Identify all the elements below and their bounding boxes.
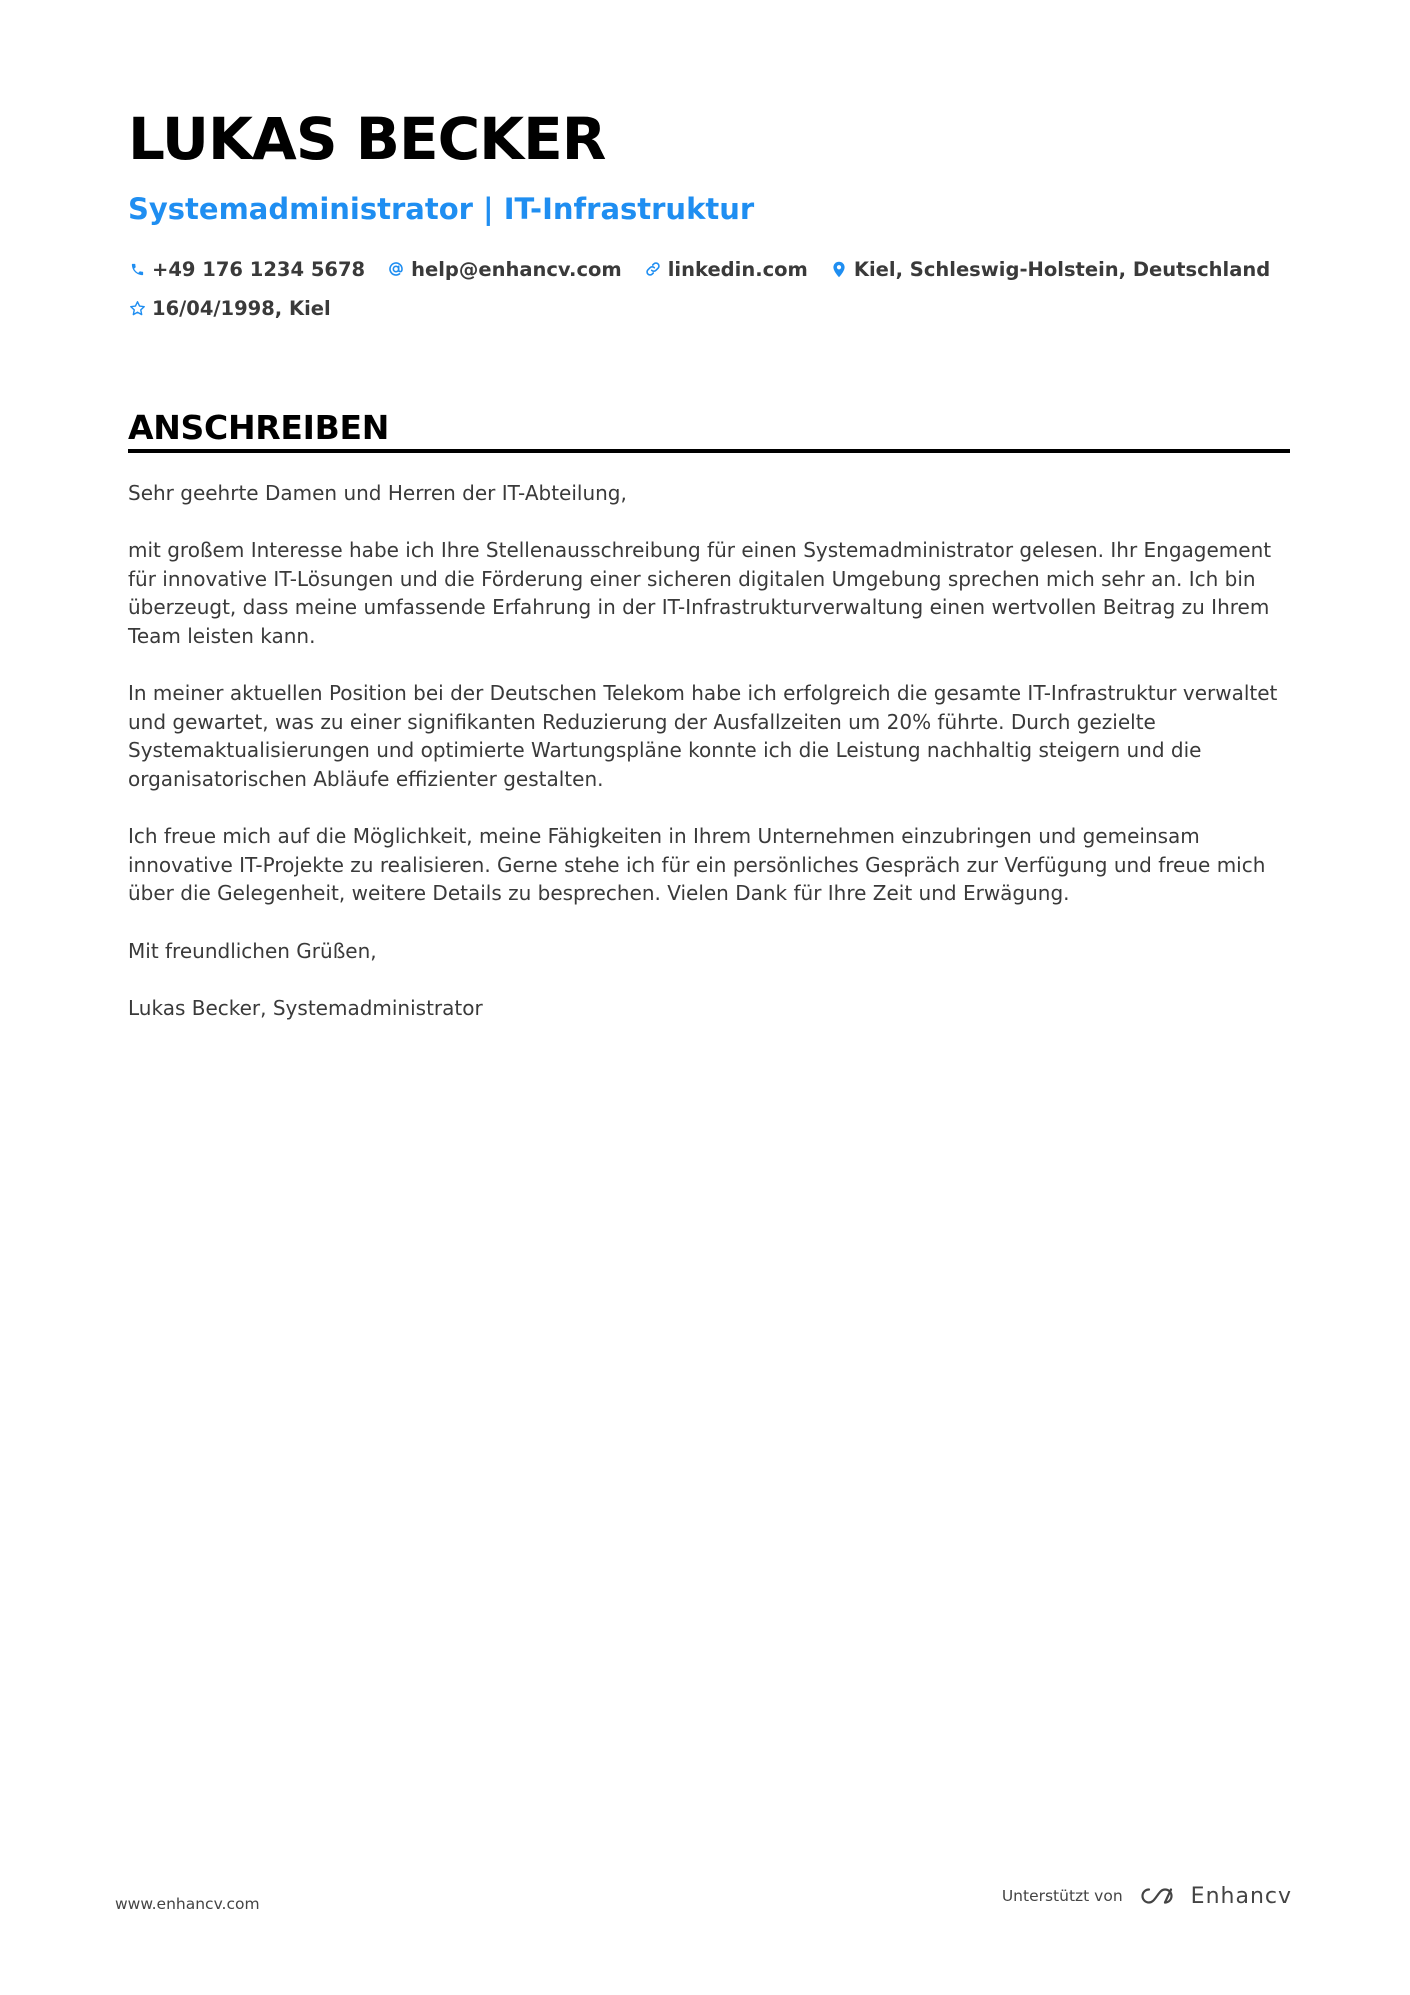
powered-by-label: Unterstützt von — [1001, 1887, 1123, 1905]
footer-website[interactable]: www.enhancv.com — [115, 1895, 260, 1913]
phone-value: +49 176 1234 5678 — [152, 257, 366, 281]
letter-closing: Mit freundlichen Grüßen, — [128, 938, 377, 963]
contact-location — [830, 258, 1270, 281]
contact-linkedin[interactable] — [644, 258, 808, 281]
birth-value: 16/04/1998, Kiel — [152, 296, 331, 320]
footer-branding — [1002, 1883, 1292, 1909]
contact-phone — [128, 258, 365, 281]
link-icon — [644, 260, 662, 278]
phone-icon — [128, 260, 146, 278]
candidate-role: Systemadministrator | IT-Infrastruktur — [128, 192, 755, 226]
letter-signature: Lukas Becker, Systemadministrator — [128, 995, 483, 1020]
cover-letter-body — [128, 479, 1298, 1051]
letter-paragraph-2: In meiner aktuellen Position bei der Deutschen Telekom habe ich erfolgreich die gesamte IT-Infrastruktur verwaltet und gewartet, was zu einer signifikanten Reduzierung der Ausfallzeiten um 20% führte. Durch gezielte Systemaktualisierungen und optimierte Wartungspläne konnte ich die Leistung nachhaltig steigern und die organisatorischen Abläufe effizienter gestalten. — [128, 681, 1278, 791]
contact-email[interactable] — [387, 258, 622, 281]
email-value: help@enhancv.com — [411, 257, 622, 281]
enhancv-logo-icon — [1135, 1883, 1181, 1909]
star-icon — [128, 299, 146, 317]
section-title: ANSCHREIBEN — [128, 408, 390, 447]
location-value: Kiel, Schleswig-Holstein, Deutschland — [853, 257, 1271, 281]
letter-paragraph-1: mit großem Interesse habe ich Ihre Stellenausschreibung für einen Systemadministrator gelesen. Ihr Engagement für innovative IT-Lösungen und die Förderung einer sicheren digitalen Umgebung sprechen mich sehr an. Ich bin überzeugt, dass meine umfassende Erfahrung in der IT-Infrastrukturverwaltung einen wertvollen Beitrag zu Ihrem Team leisten kann. — [128, 538, 1272, 648]
linkedin-value: linkedin.com — [667, 257, 808, 281]
candidate-name: LUKAS BECKER — [128, 105, 606, 173]
contact-info — [128, 254, 1290, 332]
brand-name: Enhancv — [1190, 1883, 1292, 1909]
contact-row-2 — [128, 293, 1290, 323]
letter-salutation: Sehr geehrte Damen und Herren der IT-Abteilung, — [128, 481, 627, 505]
map-pin-icon — [830, 260, 848, 278]
contact-birth — [128, 297, 331, 320]
letter-paragraph-3: Ich freue mich auf die Möglichkeit, meine Fähigkeiten in Ihrem Unternehmen einzubringen und gemeinsam innovative IT-Projekte zu realisieren. Gerne stehe ich für ein persönliches Gespräch zur Verfügung und freue mich über die Gelegenheit, weitere Details zu besprechen. Vielen Dank für Ihre Zeit und Erwägung. — [128, 824, 1266, 906]
section-divider — [128, 449, 1290, 453]
contact-row-1 — [128, 254, 1290, 284]
at-icon — [387, 260, 405, 278]
